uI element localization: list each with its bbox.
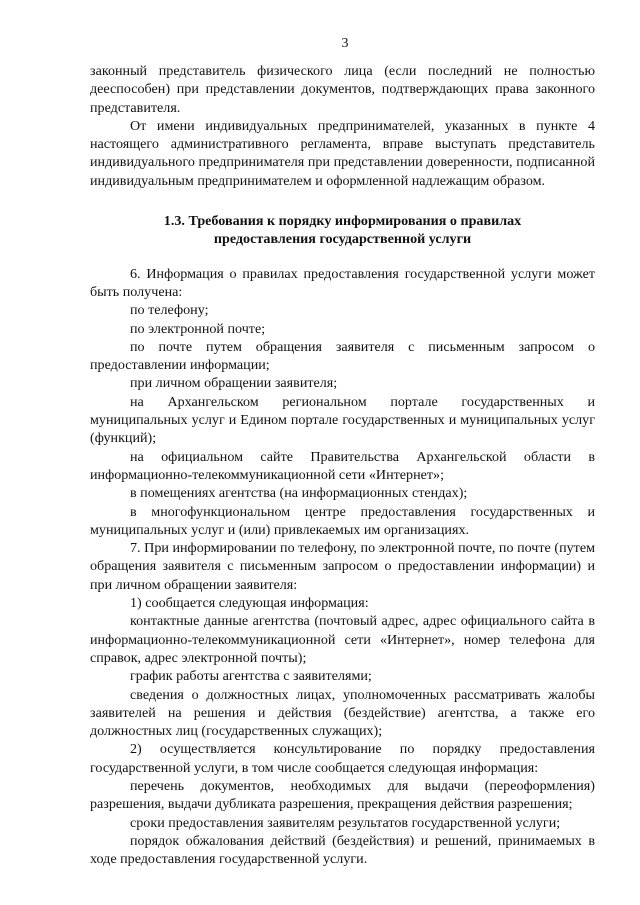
list-item: в многофункциональном центре предоставления государственных и муниципальных услуг и (или) привлекаемых им организациях. (90, 503, 595, 538)
paragraph: законный представитель физического лица (если последний не полностью дееспособен) при представлении документов, подтверждающих права законного представителя. (90, 63, 595, 116)
paragraph: От имени индивидуальных предпринимателей, указанных в пункте 4 настоящего административного регламента, вправе выступать представитель индивидуального предпринимателя при представлении доверенности, подписанной индивидуальным предпринимателем и оформленной надлежащим образом. (90, 117, 595, 189)
page-number: 3 (341, 36, 349, 51)
list-item: 1) сообщается следующая информация: (130, 595, 369, 612)
list-item: 2) осуществляется консультирование по порядку предоставления государственной услуги, в том числе сообщается следующая информация: (90, 741, 595, 776)
section-heading-line: предоставления государственной услуги (213, 231, 472, 248)
list-item: порядок обжалования действий (бездействия) и решений, принимаемых в ходе предоставления государственной услуги. (90, 832, 595, 868)
list-item: по почте путем обращения заявителя с письменным запросом о предоставлении информации; (90, 338, 595, 374)
list-item: контактные данные агентства (почтовый адрес, адрес официального сайта в информационно-телекоммуникационной сети «Интернет», номер телефона для справок, адрес электронной почты); (90, 613, 595, 666)
paragraph: 6. Информация о правилах предоставления государственной услуги может быть получена: (90, 265, 595, 300)
list-item: на Архангельском региональном портале государственных и муниципальных услуг и Едином портале государственных и муниципальных услуг (функций); (90, 393, 595, 447)
list-item: по электронной почте; (130, 320, 266, 337)
list-item: на официальном сайте Правительства Архангельской области в информационно-телекоммуникационной сети «Интернет»; (90, 448, 595, 483)
section-heading (90, 212, 595, 249)
list-item: график работы агентства с заявителями; (130, 668, 372, 685)
list-item: сроки предоставления заявителям результатов государственной услуги; (130, 814, 561, 831)
section-heading-line: 1.3. Требования к порядку информирования о правилах (163, 213, 522, 230)
paragraph: 7. При информировании по телефону, по электронной почте, по почте (путем обращения заявителя с письменным запросом о предоставлении информации) и при личном обращении заявителя: (90, 540, 595, 593)
list-item: по телефону; (130, 302, 209, 319)
list-item: сведения о должностных лицах, уполномоченных рассматривать жалобы заявителей на решения и действия (бездействие) агентства, а также его должностных лиц (государственных служащих); (90, 686, 595, 740)
list-item: в помещениях агентства (на информационных стендах); (130, 485, 468, 502)
document-body (90, 62, 595, 868)
list-item: перечень документов, необходимых для выдачи (переоформления) разрешения, выдачи дубликата разрешения, прекращения действия разрешения; (90, 777, 595, 813)
list-item: при личном обращении заявителя; (130, 375, 338, 392)
